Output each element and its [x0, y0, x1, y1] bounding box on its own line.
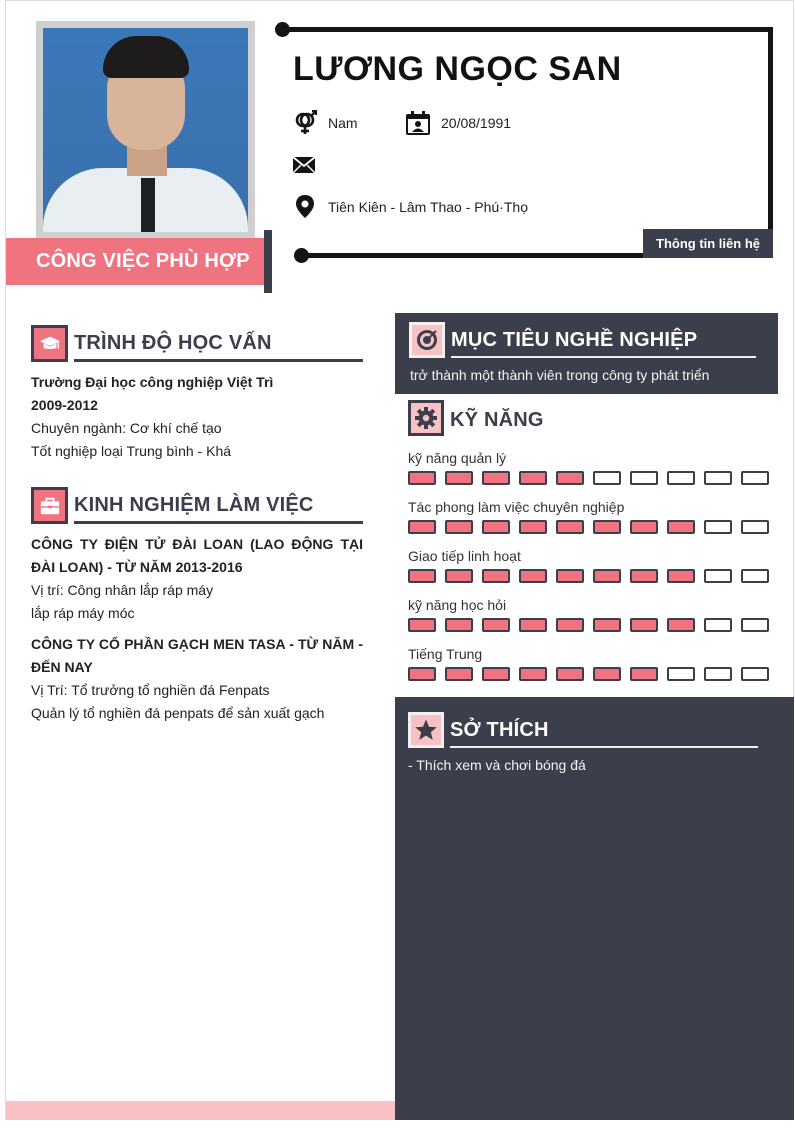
skill-item — [408, 645, 778, 694]
skill-level-filled — [482, 569, 510, 583]
skill-level-empty — [704, 667, 732, 681]
skill-level-filled — [630, 618, 658, 632]
skill-level-filled — [445, 471, 473, 485]
job-title-accent-bar — [264, 230, 272, 293]
skill-level-filled — [445, 569, 473, 583]
goal-title: MỤC TIÊU NGHỀ NGHIỆP — [451, 329, 756, 358]
skill-level-empty — [667, 471, 695, 485]
skill-level-filled — [408, 569, 436, 583]
skill-level-filled — [482, 520, 510, 534]
skill-level-filled — [408, 667, 436, 681]
skill-level-filled — [556, 471, 584, 485]
skill-level-filled — [556, 667, 584, 681]
job-title: CÔNG VIỆC PHÙ HỢP — [6, 238, 264, 285]
graduation-cap-icon — [39, 333, 61, 355]
skill-level-filled — [593, 618, 621, 632]
skill-level-empty — [704, 618, 732, 632]
education-major: Chuyên ngành: Cơ khí chế tạo — [31, 420, 222, 436]
footer-accent-strip — [6, 1101, 395, 1120]
skill-level-empty — [593, 471, 621, 485]
skill-rating — [408, 471, 778, 485]
dob-info — [405, 110, 511, 136]
experience-body — [31, 533, 363, 725]
education-school: Trường Đại học công nghiệp Việt Trì — [31, 374, 274, 390]
goal-section-header — [409, 322, 756, 358]
skill-rating — [408, 569, 778, 583]
skill-level-filled — [593, 569, 621, 583]
location-pin-icon — [292, 194, 318, 220]
skill-name: Giao tiếp linh hoạt — [408, 548, 521, 564]
candidate-name: LƯƠNG NGỌC SAN — [293, 50, 622, 88]
contact-info-tag: Thông tin liên hệ — [643, 229, 773, 258]
skill-level-filled — [556, 569, 584, 583]
skill-item — [408, 596, 778, 645]
skill-level-filled — [593, 520, 621, 534]
profile-photo — [36, 21, 255, 239]
education-years: 2009-2012 — [31, 397, 98, 413]
address-value: Tiên Kiên - Lâm Thao - Phú·Thọ — [328, 199, 528, 215]
skill-level-empty — [630, 471, 658, 485]
skill-item — [408, 547, 778, 596]
skills-section-header — [408, 400, 544, 436]
target-icon — [415, 328, 439, 352]
skill-name: kỹ năng quản lý — [408, 450, 507, 466]
job-company: CÔNG TY ĐIỆN TỬ ĐÀI LOAN (LAO ĐỘNG TẠI ĐÀI LOAN) - TỪ NĂM 2013-2016 — [31, 536, 363, 575]
skill-level-filled — [519, 569, 547, 583]
education-body — [31, 371, 361, 463]
experience-section-header — [31, 487, 363, 524]
skills-list — [408, 449, 778, 694]
skill-level-filled — [482, 667, 510, 681]
dob-value: 20/08/1991 — [441, 115, 512, 131]
skill-level-empty — [704, 471, 732, 485]
skill-level-filled — [445, 520, 473, 534]
skill-level-filled — [408, 520, 436, 534]
header-frame-right — [768, 27, 773, 257]
header-frame-dot — [275, 22, 290, 37]
skill-name: Tác phong làm việc chuyên nghiệp — [408, 499, 625, 515]
skill-name: Tiếng Trung — [408, 646, 483, 662]
skill-rating — [408, 618, 778, 632]
job-detail: Quản lý tổ nghiền đá penpats để sản xuất gạch — [31, 705, 325, 721]
skill-level-filled — [667, 618, 695, 632]
skill-level-filled — [519, 667, 547, 681]
gear-icon — [414, 406, 438, 430]
hobby-title: SỞ THÍCH — [450, 719, 758, 748]
skill-level-filled — [630, 667, 658, 681]
skill-level-empty — [741, 569, 769, 583]
calendar-icon — [405, 110, 431, 136]
skill-level-empty — [741, 520, 769, 534]
skill-level-filled — [482, 471, 510, 485]
star-icon — [414, 718, 438, 742]
skill-level-filled — [408, 471, 436, 485]
skill-name: kỹ năng học hỏi — [408, 597, 507, 613]
gender-info — [292, 110, 358, 136]
skill-level-empty — [741, 471, 769, 485]
skill-level-empty — [667, 667, 695, 681]
skill-level-empty — [741, 667, 769, 681]
skill-level-filled — [630, 520, 658, 534]
hobby-text: - Thích xem và chơi bóng đá — [408, 757, 586, 773]
hobby-section-header — [408, 712, 758, 748]
skill-rating — [408, 667, 778, 681]
skill-item — [408, 449, 778, 498]
skill-level-filled — [408, 618, 436, 632]
gender-icon — [292, 110, 318, 136]
gender-value: Nam — [328, 115, 358, 131]
job-position: Vị Trí: Tổ trưởng tổ nghiền đá Fenpats — [31, 682, 270, 698]
skill-level-filled — [519, 471, 547, 485]
skill-level-filled — [519, 618, 547, 632]
skill-level-filled — [445, 618, 473, 632]
skill-level-filled — [630, 569, 658, 583]
skill-level-empty — [704, 520, 732, 534]
skill-level-filled — [556, 520, 584, 534]
header-frame-top — [283, 27, 773, 32]
job-company: CÔNG TY CỔ PHẦN GẠCH MEN TASA - TỪ NĂM - ĐẾN NAY — [31, 636, 363, 675]
skill-level-filled — [556, 618, 584, 632]
skill-level-filled — [482, 618, 510, 632]
header-frame-dot — [294, 248, 309, 263]
skill-level-filled — [445, 667, 473, 681]
education-grade: Tốt nghiệp loại Trung bình - Khá — [31, 443, 232, 459]
skill-level-filled — [667, 569, 695, 583]
envelope-icon — [292, 152, 318, 178]
skill-level-empty — [741, 618, 769, 632]
education-title: TRÌNH ĐỘ HỌC VẤN — [74, 332, 363, 362]
skills-title: KỸ NĂNG — [450, 409, 544, 431]
skill-item — [408, 498, 778, 547]
job-position: Vị trí: Công nhân lắp ráp máy — [31, 582, 214, 598]
job-detail: lắp ráp máy móc — [31, 605, 135, 621]
briefcase-icon — [39, 495, 61, 517]
education-section-header — [31, 325, 363, 362]
experience-title: KINH NGHIỆM LÀM VIỆC — [74, 494, 363, 524]
skill-rating — [408, 520, 778, 534]
skill-level-filled — [593, 667, 621, 681]
goal-text: trở thành một thành viên trong công ty phát triển — [410, 367, 710, 383]
email-info — [292, 152, 328, 178]
skill-level-filled — [519, 520, 547, 534]
skill-level-empty — [704, 569, 732, 583]
skill-level-filled — [667, 520, 695, 534]
address-info — [292, 194, 528, 220]
